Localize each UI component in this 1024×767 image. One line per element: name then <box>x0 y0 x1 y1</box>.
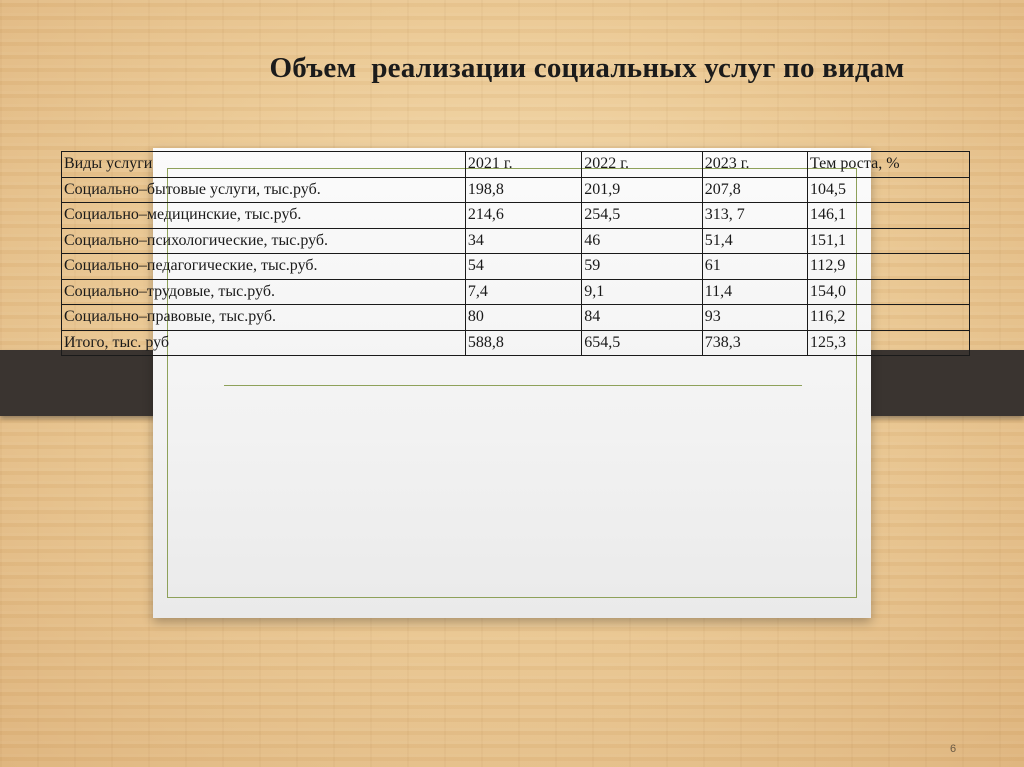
header-cell: Тем роста, % <box>808 152 970 178</box>
table-cell: 46 <box>582 228 702 254</box>
table-cell: 198,8 <box>465 177 581 203</box>
table-cell: 84 <box>582 305 702 331</box>
table-cell: 80 <box>465 305 581 331</box>
page-number: 6 <box>950 743 957 755</box>
table-cell: 34 <box>465 228 581 254</box>
header-cell: 2021 г. <box>465 152 581 178</box>
table-cell: 151,1 <box>808 228 970 254</box>
header-cell: 2023 г. <box>702 152 807 178</box>
slide-title: Объем реализации социальных услуг по видам <box>269 52 905 84</box>
table-cell: 146,1 <box>808 203 970 229</box>
table-cell: Социально–педагогические, тыс.руб. <box>62 254 466 280</box>
table-cell: 588,8 <box>465 330 581 356</box>
table-cell: 116,2 <box>808 305 970 331</box>
table-cell: 93 <box>702 305 807 331</box>
paper-divider <box>224 385 802 386</box>
table-cell: Социально–медицинские, тыс.руб. <box>62 203 466 229</box>
table-cell: 201,9 <box>582 177 702 203</box>
table-row <box>62 177 970 203</box>
table-cell: 9,1 <box>582 279 702 305</box>
table-cell: 214,6 <box>465 203 581 229</box>
table-cell: 61 <box>702 254 807 280</box>
table-cell: Социально–психологические, тыс.руб. <box>62 228 466 254</box>
table-cell: Социально–трудовые, тыс.руб. <box>62 279 466 305</box>
table-cell: 154,0 <box>808 279 970 305</box>
table-cell: 11,4 <box>702 279 807 305</box>
table-total-row <box>62 330 970 356</box>
table-cell: 254,5 <box>582 203 702 229</box>
table-cell: Итого, тыс. руб <box>62 330 466 356</box>
table-cell: 104,5 <box>808 177 970 203</box>
table-cell: 54 <box>465 254 581 280</box>
table-header-row <box>62 152 970 178</box>
table-cell: Социально–бытовые услуги, тыс.руб. <box>62 177 466 203</box>
table-row <box>62 203 970 229</box>
table-cell: 738,3 <box>702 330 807 356</box>
table-cell: 313, 7 <box>702 203 807 229</box>
table-cell: 207,8 <box>702 177 807 203</box>
table-cell: 7,4 <box>465 279 581 305</box>
table-cell: 654,5 <box>582 330 702 356</box>
table-cell: 59 <box>582 254 702 280</box>
table-cell: Социально–правовые, тыс.руб. <box>62 305 466 331</box>
header-cell: 2022 г. <box>582 152 702 178</box>
table-row <box>62 228 970 254</box>
services-table <box>61 151 970 356</box>
table-cell: 51,4 <box>702 228 807 254</box>
header-cell: Виды услуги <box>62 152 466 178</box>
table-row <box>62 279 970 305</box>
table-row <box>62 305 970 331</box>
table-cell: 112,9 <box>808 254 970 280</box>
table-cell: 125,3 <box>808 330 970 356</box>
table-row <box>62 254 970 280</box>
